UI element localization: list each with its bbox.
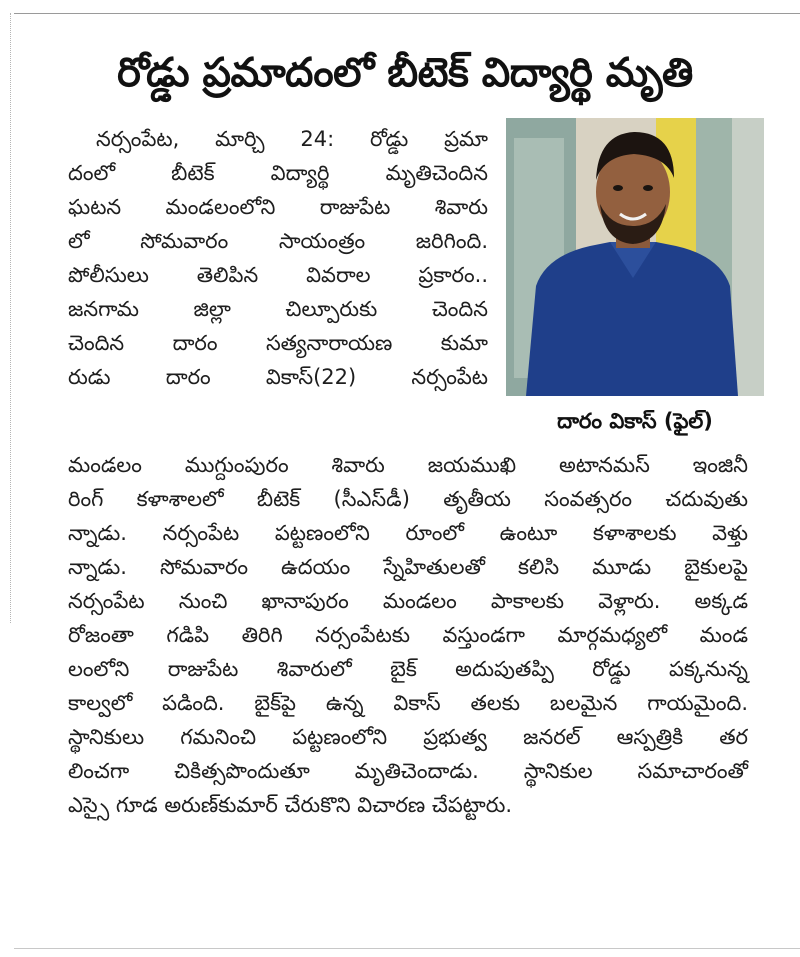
door-frame bbox=[732, 118, 764, 396]
body-line: రుడు దారం వికాస్(22) నర్సంపేట bbox=[68, 365, 488, 389]
portrait-illustration bbox=[506, 118, 764, 396]
body-line: దంలో బీటెక్ విద్యార్థి మృతిచెందిన bbox=[68, 161, 488, 185]
body-line: రింగ్ కళాశాలలో బీటెక్ (సీఎస్‌డీ) తృతీయ సంవత్సరం చదువుతు bbox=[68, 487, 748, 511]
column-divider bbox=[10, 13, 11, 623]
body-line: జనగామ జిల్లా చిల్పూరుకు చెందిన bbox=[68, 297, 488, 321]
photo-caption: దారం వికాస్ (ఫైల్) bbox=[557, 409, 713, 433]
body-line: ఘటన మండలంలోని రాజుపేట శివారు bbox=[68, 195, 488, 219]
body-line: ఎస్సై గూడ అరుణ్‌కుమార్ చేరుకొని విచారణ చేపట్టారు. bbox=[68, 793, 513, 817]
body-line: లించగా చికిత్సపొందుతూ మృతిచెందాడు. స్థానికుల సమాచారంతో bbox=[68, 759, 748, 783]
body-line: పోలీసులు తెలిపిన వివరాల ప్రకారం.. bbox=[68, 263, 488, 287]
body-line: నర్సంపేట నుంచి ఖానాపురం మండలం పాకాలకు వెళ్లారు. అక్కడ bbox=[68, 589, 748, 613]
left-eye bbox=[613, 185, 623, 191]
body-line: లో సోమవారం సాయంత్రం జరిగింది. bbox=[68, 229, 488, 253]
headline: రోడ్డు ప్రమాదంలో బీటెక్ విద్యార్థి మృతి bbox=[117, 50, 693, 96]
body-line: న్నాడు. సోమవారం ఉదయం స్నేహితులతో కలిసి మూడు బైకులపై bbox=[68, 555, 748, 579]
student-photo bbox=[506, 118, 764, 396]
body-line: లంలోని రాజుపేట శివారులో బైక్ అదుపుతప్పి రోడ్డు పక్కనున్న bbox=[68, 657, 748, 681]
top-border-rule bbox=[14, 13, 800, 14]
body-line: చెందిన దారం సత్యనారాయణ కుమా bbox=[68, 331, 488, 355]
body-line: కాల్వలో పడింది. బైక్‌పై ఉన్న వికాస్ తలకు బలమైన గాయమైంది. bbox=[68, 691, 748, 715]
body-line: న్నాడు. నర్సంపేట పట్టణంలోని రూంలో ఉంటూ కళాశాలకు వెళ్తు bbox=[68, 521, 748, 545]
right-eye bbox=[643, 185, 653, 191]
body-line: రోజంతా గడిపి తిరిగి నర్సంపేటకు వస్తుండగా మార్గమధ్యలో మండ bbox=[68, 623, 748, 647]
body-line: మండలం ముగ్దుంపురం శివారు జయముఖి అటానమస్ ఇంజినీ bbox=[68, 453, 748, 477]
body-line: నర్సంపేట, మార్చి 24: రోడ్డు ప్రమా bbox=[96, 127, 488, 151]
bottom-border-rule bbox=[14, 948, 800, 949]
body-line: స్థానికులు గమనించి పట్టణంలోని ప్రభుత్వ జనరల్ ఆస్పత్రికి తర bbox=[68, 725, 748, 749]
